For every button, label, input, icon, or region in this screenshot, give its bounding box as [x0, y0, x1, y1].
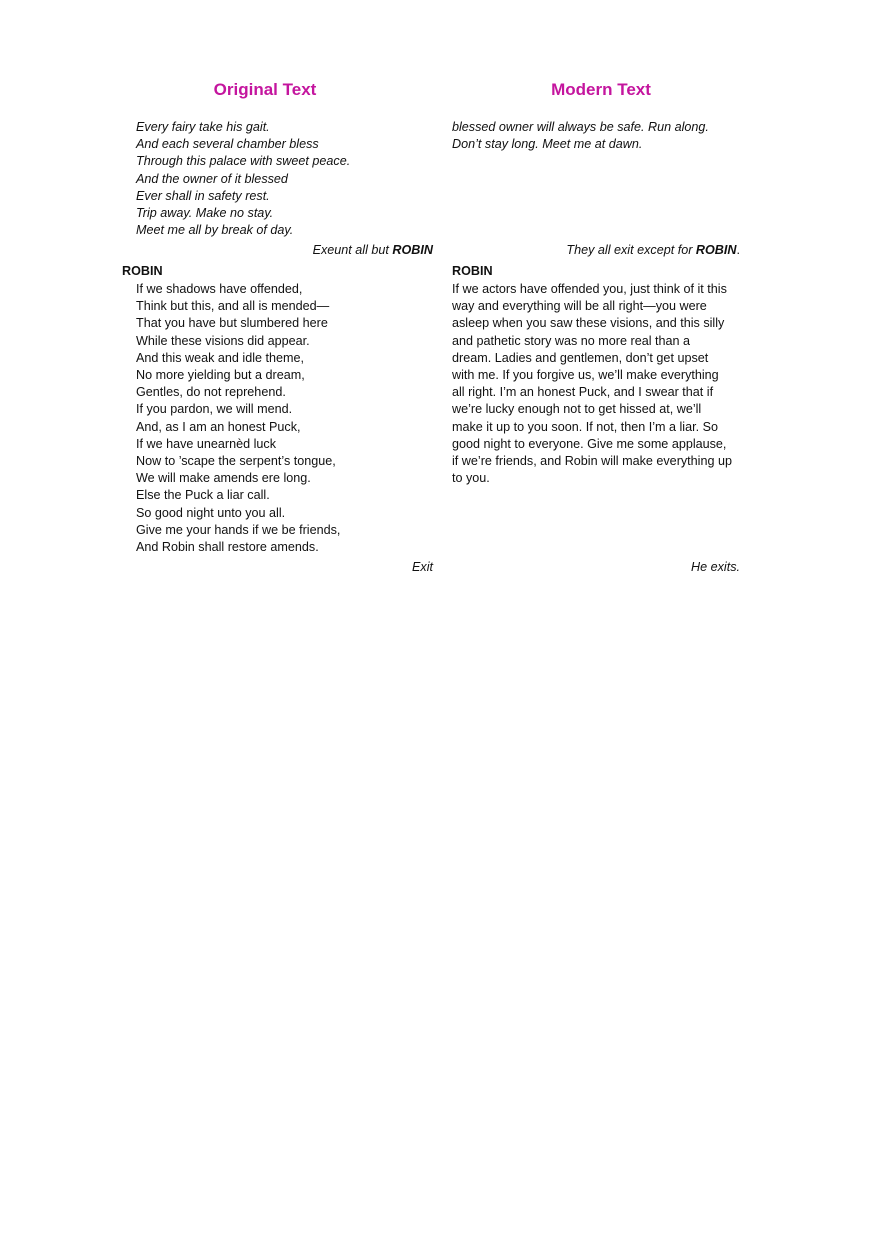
verse-line: And, as I am an honest Puck, [136, 419, 301, 434]
modern-line: If we actors have offended you, just think of it this [452, 282, 727, 296]
modern-line: with me. If you forgive us, we’ll make everything [452, 368, 719, 383]
verse-line: Ever shall in safety rest. [136, 188, 270, 203]
verse-line: That you have but slumbered here [136, 316, 328, 331]
verse-line: And Robin shall restore amends. [136, 540, 319, 555]
modern-line: and pathetic story was no more real than a [452, 333, 691, 348]
verse-line: So good night unto you all. [136, 505, 286, 520]
original-verse-1 [136, 119, 350, 239]
verse-line: If we shadows have offended, [136, 282, 303, 296]
modern-line: good night to everyone. Give me some applause, [452, 436, 727, 451]
modern-lines-2 [452, 281, 732, 487]
verse-line: And each several chamber bless [136, 137, 319, 152]
verse-line: We will make amends ere long. [136, 471, 311, 486]
verse-line: Through this palace with sweet peace. [136, 154, 351, 169]
verse-line: Now to ’scape the serpent’s tongue, [136, 454, 336, 469]
verse-line: Every fairy take his gait. [136, 120, 270, 134]
original-speaker-name: ROBIN [122, 264, 163, 278]
verse-line: Else the Puck a liar call. [136, 488, 270, 503]
modern-line: to you. [452, 471, 490, 486]
verse-line: If we have unearnèd luck [136, 436, 277, 451]
verse-line: No more yielding but a dream, [136, 368, 305, 383]
modern-line: Don’t stay long. Meet me at dawn. [452, 137, 643, 152]
modern-line: if we’re friends, and Robin will make everything up [452, 454, 732, 469]
original-stage-direction-exeunt: Exeunt all but ROBIN [312, 243, 433, 257]
modern-line: blessed owner will always be safe. Run along. [452, 120, 709, 134]
modern-text-heading: Modern Text [551, 80, 651, 99]
original-text-heading: Original Text [213, 80, 317, 99]
original-stage-direction-exit: Exit [412, 560, 433, 574]
verse-line: Trip away. Make no stay. [136, 206, 274, 221]
verse-line: And the owner of it blessed [136, 171, 288, 186]
modern-line: dream. Ladies and gentlemen, don’t get upset [452, 350, 709, 365]
modern-speaker-name: ROBIN [452, 264, 493, 278]
modern-line: all right. I’m an honest Puck, and I swear that if [452, 385, 714, 400]
modern-line: make it up to you soon. If not, then I’m a liar. So [452, 419, 719, 434]
verse-line: While these visions did appear. [136, 333, 310, 348]
modern-line: asleep when you saw these visions, and this silly [452, 316, 725, 331]
verse-line: And this weak and idle theme, [136, 350, 305, 365]
modern-stage-direction-exit: They all exit except for ROBIN. [566, 243, 740, 257]
verse-line: If you pardon, we will mend. [136, 402, 293, 417]
verse-line: Think but this, and all is mended— [136, 299, 330, 314]
modern-lines-1 [452, 119, 709, 153]
modern-line: way and everything will be all right—you were [452, 299, 707, 314]
original-verse-2 [136, 281, 340, 556]
verse-line: Give me your hands if we be friends, [136, 522, 341, 537]
modern-line: we’re lucky enough not to get hissed at, we’ll [452, 402, 702, 417]
verse-line: Meet me all by break of day. [136, 223, 294, 238]
verse-line: Gentles, do not reprehend. [136, 385, 286, 400]
modern-stage-direction-he-exits: He exits. [691, 560, 740, 574]
